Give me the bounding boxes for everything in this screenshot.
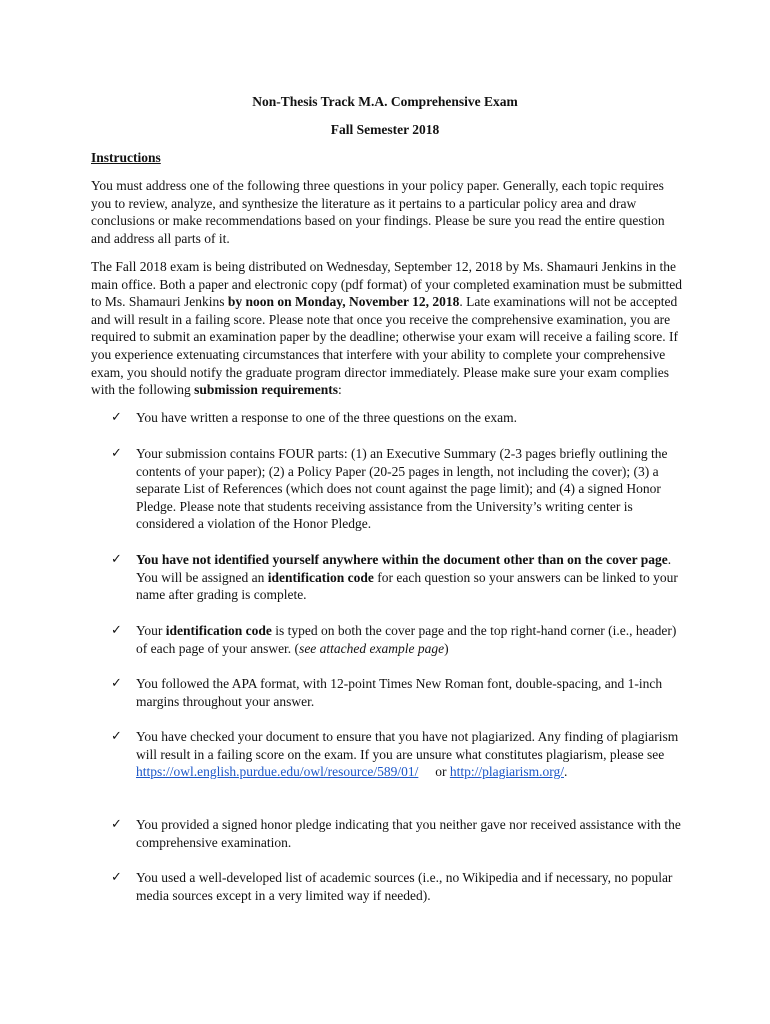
plagiarism-org-link[interactable]: http://plagiarism.org/ [449,764,564,780]
checkmark-icon: ✓ [111,446,122,461]
checkmark-icon: ✓ [111,552,122,567]
checkmark-icon: ✓ [111,410,122,425]
checkmark-icon: ✓ [111,870,122,885]
checkmark-icon: ✓ [111,623,122,638]
instructions-heading: Instructions [91,150,161,165]
purdue-owl-link[interactable]: https://owl.english.purdue.edu/owl/resource/589/01/ [136,764,419,780]
distribution-paragraph: The Fall 2018 exam is being distributed on Wednesday, September 12, 2018 by Ms. Shamauri Jenkins in the main office. Both a paper and electronic copy (pdf format) of your completed examination must be submitted to Ms. Shamauri Jenkins by noon on Monday, November 12, 2018. Late examinations will not be accepted and will result in a failing score. Please note that once you receive the comprehensive examination, you are required to submit an examination paper by the deadline; otherwise your exam will receive a failing score. If you experience extenuating circumstances that interfere with your ability to complete your comprehensive exam, you should notify the graduate program director immediately. Please make sure your exam complies with the following submission requirements: [91,259,682,398]
document-subtitle: Fall Semester 2018 [330,122,440,137]
intro-paragraph: You must address one of the following three questions in your policy paper. Generally, each topic requires you to review, analyze, and synthesize the literature as it pertains to a particular policy area and draw conclusions or make recommendations based on your findings. Please be sure you read the entire question and address all parts of it. [91,178,665,246]
checkmark-icon: ✓ [111,817,122,832]
checkmark-icon: ✓ [111,676,122,691]
submission-requirements-text: submission requirements [194,382,339,398]
document-title: Non-Thesis Track M.A. Comprehensive Exam [252,94,518,109]
deadline-text: by noon on Monday, November 12, 2018 [227,294,460,310]
document-page: Non-Thesis Track M.A. Comprehensive Exam Fall Semester 2018 Instructions You must address one of the following three questions in your policy paper. Generally, each topic requires you to review, analyze, and synthesize the literature as it pertains to a particular policy area and draw conclusions or make recommendations based on your findings. Please be sure you read the entire question and address all parts of it. The Fall 2018 exam is being distributed on Wednesday, September 12, 2018 by Ms. Shamauri Jenkins in the main office. Both a paper and electronic copy (pdf format) of your completed examination must be submitted to Ms. Shamauri Jenkins by noon on Monday, November 12, 2018. Late examinations will not be accepted and will result in a failing score. Please note that once you receive the comprehensive examination, you are required to submit an examination paper by the deadline; otherwise your exam will receive a failing score. If you experience extenuating circumstances that interfere with your ability to complete your comprehensive exam, you should notify the graduate program director immediately. Please make sure your exam complies with the following submission requirements: ✓ You have written a response to one of the three questions on the exam. ✓ Your submission contains FOUR parts: (1) an Executive Summary (2-3 pages briefly outlining the contents of your paper); (2) a Policy Paper (20-25 pages in length, not including the cover); (3) a separate List of References (which does not count against the page limit); and (4) a signed Honor Pledge. Please note that students receiving assistance from the University’s writing center is considered a violation of the Honor Pledge. ✓ You have not identified yourself anywhere within the document other than on the cover page. You will be assigned an identification code for each question so your answers can be linked to your name after grading is complete. ✓ Your identification code is typed on both the cover page and the top right-hand corner (i.e., header) of each page of your answer. (see attached example page) ✓ You followed the APA format, with 12-point Times New Roman font, double-spacing, and 1-inch margins throughout your answer. ✓ You have checked your document to ensure that you have not plagiarized. Any finding of plagiarism will result in a failing score on the exam. If you are unsure what constitutes plagiarism, please see https://owl.english.purdue.edu/owl/resource/589/01/ or http://plagiarism.org/. ✓ You provided a signed honor pledge indicating that you neither gave nor received assistance with the comprehensive examination. ✓ You used a well-developed list of academic sources (i.e., no Wikipedia and if necessary, no popular media sources except in a very limited way if needed). [0,0,770,1024]
checkmark-icon: ✓ [111,729,122,744]
